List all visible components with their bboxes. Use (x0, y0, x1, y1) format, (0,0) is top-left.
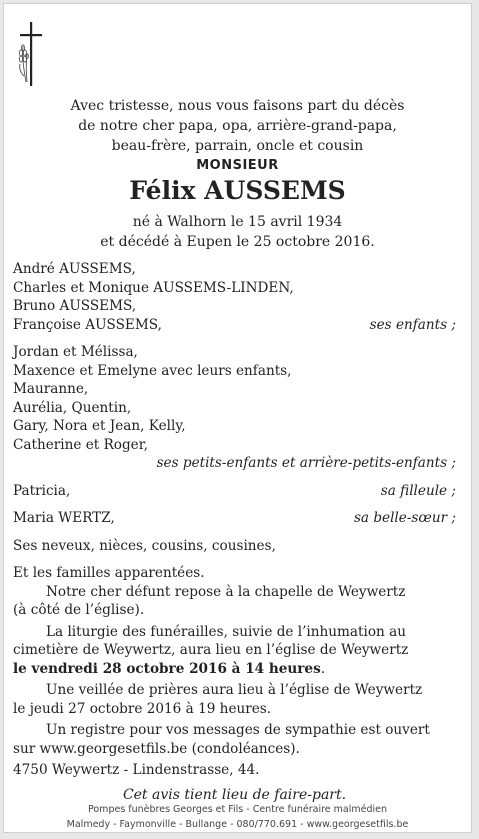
chapel-paragraph (13, 583, 456, 620)
relation-label: ses petits-enfants et arrière-petits-enfants ; (156, 455, 456, 471)
cross-with-wheat-icon (14, 20, 50, 88)
intro-line: beau-frère, parrain, oncle et cousin (111, 138, 364, 154)
punctuation: . (320, 660, 326, 677)
register-paragraph (13, 721, 456, 758)
deceased-name: Félix AUSSEMS (129, 176, 346, 205)
paragraph-line: Notre cher défunt repose à la chapelle de Weywertz (46, 583, 406, 600)
intro-line: Avec tristesse, nous vous faisons part du décès (70, 98, 405, 114)
family-member: Jordan et Mélissa, (13, 344, 138, 360)
relatives-line: Ses neveux, nièces, cousins, cousines, (13, 537, 276, 554)
paragraph-line: le jeudi 27 octobre 2016 à 19 heures. (13, 700, 272, 717)
children-block (13, 260, 456, 334)
birth-death-dates (4, 212, 471, 252)
paragraph-line: cimetière de Weywertz, aura lieu en l’église de Weywertz (13, 642, 409, 658)
intro-text (4, 96, 471, 156)
intro-line: de notre cher papa, opa, arrière-grand-papa, (78, 118, 397, 134)
family-member: Patricia, (13, 482, 71, 499)
grandchildren-block (13, 343, 456, 473)
family-row (13, 316, 456, 335)
paragraph-line: La liturgie des funérailles, suivie de l’inhumation au (46, 623, 406, 640)
family-member: Catherine et Roger, (13, 436, 149, 453)
family-member: Gary, Nora et Jean, Kelly, (13, 418, 186, 434)
relation-label: sa belle-sœur ; (353, 510, 456, 526)
family-member: Maxence et Emelyne avec leurs enfants, (13, 362, 292, 379)
families-line: Et les familles apparentées. (13, 565, 205, 581)
family-member: Aurélia, Quentin, (13, 399, 132, 416)
death-notice-card (3, 3, 472, 833)
funeral-datetime: le vendredi 28 octobre 2016 à 14 heures (13, 660, 321, 677)
closing-note: Cet avis tient lieu de faire-part. (122, 786, 347, 803)
notice-body (13, 260, 456, 804)
paragraph-line: sur www.georgesetfils.be (condoléances). (13, 740, 300, 757)
family-member: Françoise AUSSEMS, (13, 316, 162, 333)
paragraph-line: Un registre pour vos messages de sympathie est ouvert (46, 722, 430, 738)
liturgy-paragraph (13, 623, 456, 679)
family-member: Maria WERTZ, (13, 510, 115, 526)
family-member: André AUSSEMS, (13, 261, 136, 277)
family-member: Charles et Monique AUSSEMS-LINDEN, (13, 279, 294, 296)
footer-line: Pompes funèbres Georges et Fils - Centre funéraire malmédien (87, 804, 388, 815)
address-line: 4750 Weywertz - Lindenstrasse, 44. (13, 762, 260, 778)
family-row (13, 509, 456, 528)
death-line: et décédé à Eupen le 25 octobre 2016. (100, 234, 375, 250)
family-member: Bruno AUSSEMS, (13, 298, 137, 314)
paragraph-line: (à côté de l’église). (13, 602, 145, 618)
paragraph-line: Une veillée de prières aura lieu à l’église de Weywertz (46, 682, 423, 698)
family-member: Mauranne, (13, 381, 89, 397)
vigil-paragraph (13, 681, 456, 718)
relation-label: ses enfants ; (369, 316, 456, 333)
funeral-home-footer (4, 802, 471, 832)
family-row (13, 482, 456, 501)
birth-line: né à Walhorn le 15 avril 1934 (132, 214, 343, 230)
relation-label: sa filleule ; (380, 482, 456, 499)
footer-line: Malmedy - Faymonville - Bullange - 080/770.691 - www.georgesetfils.be (66, 819, 409, 830)
honorific: MONSIEUR (196, 158, 279, 173)
